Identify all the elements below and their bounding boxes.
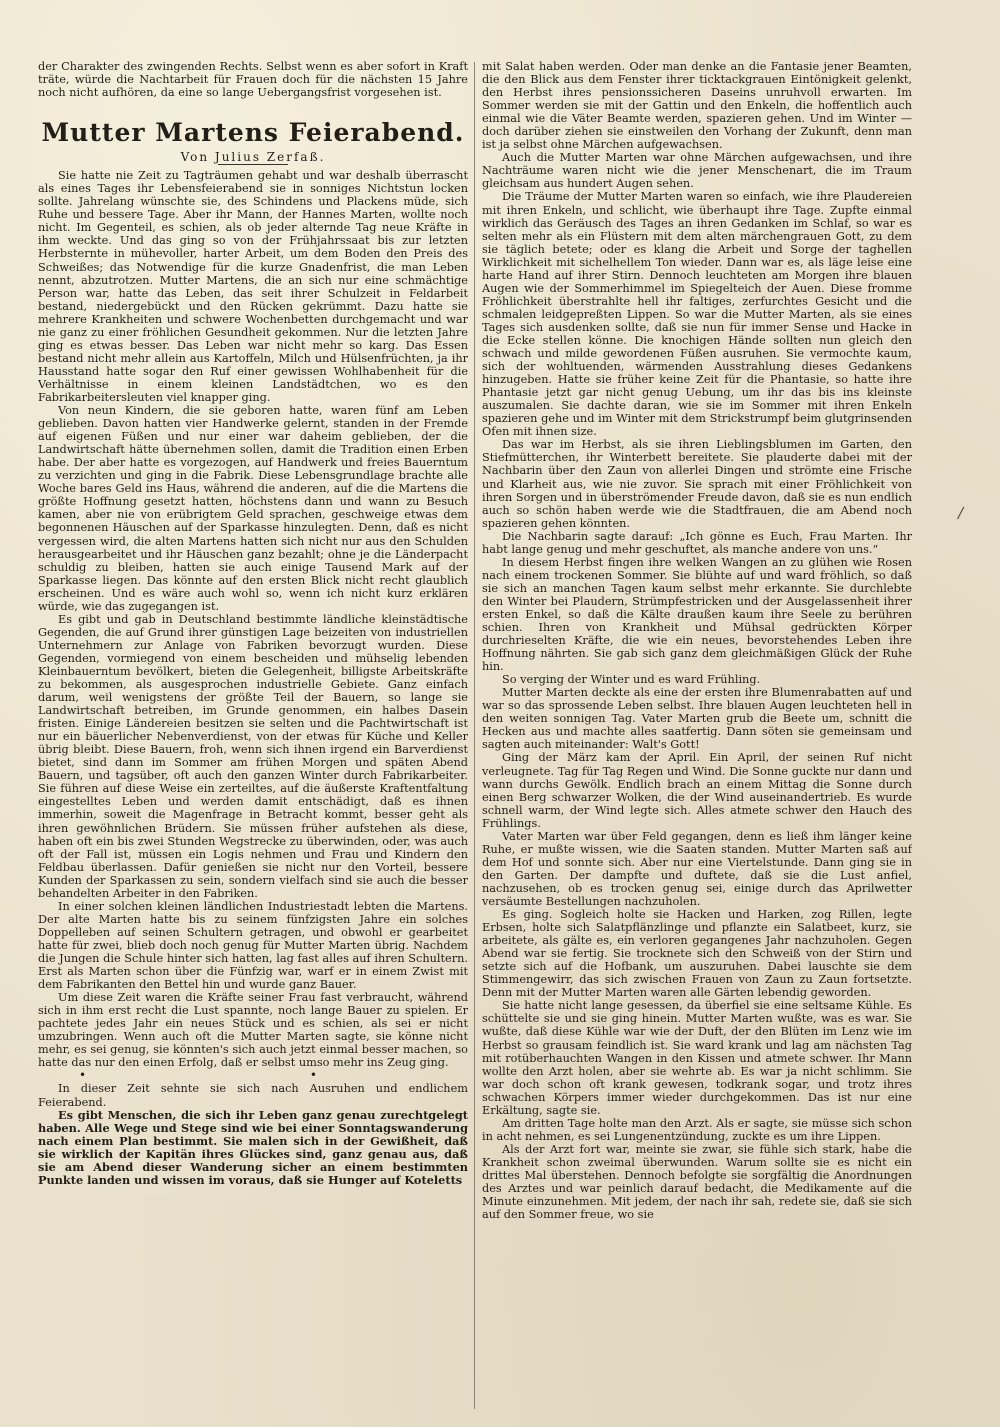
body-paragraph: Vater Marten war über Feld gegangen, denn es ließ ihm länger keine Ruhe, er mußte wissen, wie die Saaten standen. Mutter Marten saß auf dem Hof und sonnte sich. Aber nur eine Viertelstunde. Dann ging sie in den Garten. Der dampfte und duftete, daß sie die Lust anfiel, nachzusehen, ob es trocken genug sei, einige durch das Aprilwetter versäumte Bestellungen nachzuholen. <box>482 829 912 908</box>
body-paragraph: In dieser Zeit sehnte sie sich nach Ausruhen und endlichem Feierabend. <box>38 1082 468 1109</box>
column-rule <box>474 62 475 1409</box>
continuation-paragraph: mit Salat haben werden. Oder man denke an die Fantasie jener Beamten, die den Blick aus dem Fenster ihrer ticktackgrauen Eintönigkeit gelenkt, den Herbst ihres pensionssicheren Daseins unruhvoll erwarten. Im Sommer werden sie mit der Gattin und den Enkeln, die hoffentlich auch einmal wie die Väter Beamte werden, spazieren gehen. Und im Winter — doch darüber ziehen sie einstweilen den Vorhang der Zukunft, denn man ist ja selbst ohne Märchen aufgewachsen. <box>482 60 912 152</box>
body-paragraph: Die Träume der Mutter Marten waren so einfach, wie ihre Plaudereien mit ihren Enkeln, und schlicht, wie überhaupt ihre Tage. Zupfte einmal wirklich das Geräusch des Tages an ihren Gedanken im Schlaf, so war es selten mehr als ein Flüstern mit dem alten märchengrauen Gott, zu dem sie täglich betete; oder es klang die Arbeit und Sorge der taghellen Wirklichkeit mit sichelhellem Ton wieder. Dann war es, als läge leise eine harte Hand auf ihrer Stirn. Dennoch leuchteten am Morgen ihre blauen Augen wie der Sommerhimmel im Spiegelteich der Auen. Diese fromme Fröhlichkeit überstrahlte hell ihr faltiges, zerfurchtes Gesicht und die schmalen leidgepreßten Lippen. So war die Mutter Marten, als sie eines Tages sich ausdenken sollte, daß sie nun für immer Sense und Hacke in die Ecke stellen könne. Die knochigen Hände sollten nun gleich den schwach und milde gewordenen Füßen ausruhen. Sie vermochte kaum, sich der wohltuenden, wärmenden Ausstrahlung dieses Gedankens hinzugeben. Hatte sie früher keine Zeit für die Phantasie, so hatte ihre Phantasie jetzt gar nicht genug Uebung, um ihr das bis ins kleinste auszumalen. Sie dachte daran, wie sie im Sommer mit ihren Enkeln spazieren gehe und im Winter mit dem Strickstrumpf beim glutgrinsenden Ofen mit ihnen size. <box>482 190 912 439</box>
section-divider: • • <box>79 1068 427 1083</box>
margin-pencil-mark: / <box>956 502 965 523</box>
body-paragraph: In einer solchen kleinen ländlichen Industriestadt lebten die Martens. Der alte Marten hatte bis zu seinem fünfzigsten Jahre ein solches Doppelleben auf seinen Schultern getragen, und obwohl er gearbeitet hatte für zwei, blieb doch noch genug für Mutter Marten übrig. Nachdem die Jungen die Schule hinter sich hatten, lag fast alles auf ihren Schultern. Erst als Marten schon über die Fünfzig war, warf er in einem Zwist mit dem Fabrikanten den Bettel hin und wurde ganz Bauer. <box>38 899 468 992</box>
body-paragraph: Am dritten Tage holte man den Arzt. Als er sagte, sie müsse sich schon in acht nehmen, es sei Lungenentzündung, zuckte es um ihre Lippen. <box>482 1116 912 1143</box>
article-title: Mutter Martens Feierabend. <box>41 118 465 148</box>
body-paragraph: Das war im Herbst, als sie ihren Lieblingsblumen im Garten, den Stiefmütterchen, ihr Winterbett bereitete. Sie plauderte dabei mit der Nachbarin über den Zaun von allerlei Dingen und strömte eine Frische und Klarheit aus, wie nie zuvor. Sie sprach mit einer Fröhlichkeit von ihren Sorgen und in überströmender Freude davon, daß sie es nun endlich auch so schön haben werde wie die Stadtfrauen, die am Abend noch spazieren gehen könnten. <box>482 438 912 530</box>
body-paragraph: Um diese Zeit waren die Kräfte seiner Frau fast verbraucht, während sich in ihm erst recht die Lust spannte, noch lange Bauer zu spielen. Er pachtete jedes Jahr ein neues Stück und es schien, als sei er nicht umzubringen. Wenn auch oft die Mutter Marten sagte, sie könne nicht mehr, es sei genug, sie könnten's sich auch jetzt einmal besser machen, so hatte das nur den einen Erfolg, daß er selbst umso mehr ins Zeug ging. <box>38 991 468 1070</box>
body-paragraph: Es ging. Sogleich holte sie Hacken und Harken, zog Rillen, legte Erbsen, holte sich Salatpflänzlinge und pflanzte ein Salatbeet, kurz, sie arbeitete, als gälte es, ein verloren gegangenes Jahr nachzuholen. Gegen Abend war sie fertig. Sie trocknete sich den Schweiß von der Stirn und setzte sich auf die Hofbank, um auszuruhen. Dabei lauschte sie dem Stimmengewirr, das sich zwischen Frauen von Zaun zu Zaun fortsetzte. Denn mit der Mutter Marten waren alle Gärten lebendig geworden. <box>482 908 912 1000</box>
body-paragraph: Es gibt und gab in Deutschland bestimmte ländliche kleinstädtische Gegenden, die auf Grund ihrer günstigen Lage beizeiten von industriellen Unternehmern zur Anlage von Fabriken bevorzugt wurden. Diese Gegenden, vormiegend von einem bescheiden und mühselig lebenden Kleinbauerntum bevölkert, bieten die Gelegenheit, billigste Arbeitskräfte zu bekommen, als ausgesprochen industrielle Gebiete. Ganz einfach darum, weil wenigstens der größte Teil der Bauern, so lange sie Landwirtschaft betreiben, im Grunde genommen, ein halbes Dasein fristen. Einige Ländereien besitzen sie selten und die Pachtwirtschaft ist nur ein bäuerlicher Nebenverdienst, von der etwas für Küche und Keller übrig bleibt. Diese Bauern, froh, wenn sich ihnen irgend ein Barverdienst bietet, sind dann im Sommer am frühen Morgen und späten Abend Bauern, und tagsüber, oft auch den ganzen Winter durch Fabrikarbeiter. Sie führen auf diese Weise ein zerteiltes, auf die äußerste Kraftentfaltung eingestelltes Leben und werden damit entschädigt, daß es ihnen immerhin, soweit die Magenfrage in Betracht kommt, besser geht als ihren gewöhnlichen Brüdern. Sie müssen früher aufstehen als diese, haben oft ein bis zwei Stunden Wegstrecke zu überwinden, oder, was auch oft der Fall ist, müssen ein Logis nehmen und Frau und Kindern den Feldbau überlassen. Dafür genießen sie nicht nur den Vorteil, bessere Kunden der Sparkassen zu sein, sondern vielfach sind sie auch die besser behandelten Arbeiter in den Fabriken. <box>38 612 468 900</box>
body-paragraph: In diesem Herbst fingen ihre welken Wangen an zu glühen wie Rosen nach einem trockenen Sommer. Sie blühte auf und ward fröhlich, so daß sie sich an manchen Tagen kaum selbst mehr erkannte. Sie durchlebte den Winter bei Plaudern, Strümpfestricken und der Ausgelassenheit ihrer ersten Enkel, so daß die Kälte draußen kaum ihre Seele zu berühren schien. Ihren von Krankheit und Mühsal gedrückten Körper durchrieselten Kräfte, die wie ein neues, bevorstehendes Leben ihre Hoffnung nährten. Sie gab sich ganz dem gleichmäßigen Glück der Ruhe hin. <box>482 555 912 674</box>
body-paragraph: Ging der März kam der April. Ein April, der seinen Ruf nicht verleugnete. Tag für Tag Regen und Wind. Die Sonne guckte nur dann und wann durchs Gewölk. Endlich brach an einem Mittag die Sonne durch einen Berg schwarzer Wolken, die der Wind auseinandertrieb. Es wurde schnell warm, der Wind legte sich. Alles atmete schwer den Hauch des Frühlings. <box>482 751 912 830</box>
body-paragraph: Sie hatte nie Zeit zu Tagträumen gehabt und war deshalb überrascht als eines Tages ihr Lebensfeierabend sie in sonniges Nichtstun locken sollte. Jahrelang wünschte sie, des Schindens und Plackens müde, sich Ruhe und bessere Tage. Aber ihr Mann, der Hannes Marten, wollte noch nicht. Im Gegenteil, es schien, als ob jeder alternde Tag neue Kräfte in ihm weckte. Und das ging so von der Frühjahrssaat bis zur letzten Herbsternte in mühevoller, harter Arbeit, um dem Boden den Preis des Schweißes; das Notwendige für die kurze Gnadenfrist, die man Leben nennt, abzutrotzen. Mutter Martens, die an sich nur eine schmächtige Person war, hatte das Leben, das seit ihrer Schulzeit in Feldarbeit bestand, niedergebückt und den Rücken gekrümmt. Dazu hatte sie mehrere Krankheiten und schwere Wochenbetten durchgemacht und war nie ganz zu einer fröhlichen Gesundheit gekommen. Nur die letzten Jahre ging es etwas besser. Das Leben war nicht mehr so karg. Das Essen bestand nicht mehr allein aus Kartoffeln, Milch und Hülsenfrüchten, ja ihr Hausstand hatte sogar den Ruf einer gewissen Wohlhabenheit für die Verhältnisse in einem kleinen Landstädtchen, wo es den Fabrikarbeitersleuten viel knapper ging. <box>38 169 468 404</box>
body-paragraph: Auch die Mutter Marten war ohne Märchen aufgewachsen, und ihre Nachträume waren nicht wie die jener Menschenart, die im Traum gleichsam aus hundert Augen sehen. <box>482 151 912 191</box>
byline: Von Julius Zerfaß. <box>180 150 326 165</box>
body-paragraph: So verging der Winter und es ward Frühling. <box>502 673 761 687</box>
continuation-paragraph: der Charakter des zwingenden Rechts. Selbst wenn es aber sofort in Kraft träte, würde die Nachtarbeit für Frauen doch für die nächsten 15 Jahre noch nicht aufhören, da eine so lange Uebergangsfrist vorgesehen ist. <box>38 60 468 100</box>
body-paragraph: Mutter Marten deckte als eine der ersten ihre Blumenrabatten auf und war so das sprossende Leben selbst. Ihre blauen Augen leuchteten hell in den weiten sonnigen Tag. Vater Marten grub die Beete um, schnitt die Hecken aus und machte alles saatfertig. Dann söten sie gemeinsam und sagten auch miteinander: Walt's Gott! <box>482 686 912 752</box>
right-column <box>482 60 912 1417</box>
body-paragraph: Von neun Kindern, die sie geboren hatte, waren fünf am Leben geblieben. Davon hatten vier Handwerke gelernt, standen in der Fremde auf eigenen Füßen und nur einer war daheim geblieben, der die Landwirtschaft hätte übernehmen sollen, damit die Tradition einen Erben habe. Der aber hatte es vorgezogen, auf Handwerk und freies Bauerntum zu verzichten und ging in die Fabrik. Diese Lebensgrundlage brachte alle Woche bares Geld ins Haus, während die anderen, auf die die Martens die größte Hoffnung gesetzt hatten, höchstens dann und wann zu Besuch kamen, aber nie von erübrigtem Geld sprachen, geschweige etwas dem begonnenen Häuschen auf der Sparkasse hinzulegten. Denn, daß es nicht vergessen wird, die alten Martens hatten sich nicht nur aus den Schulden herausgearbeitet und ihr Häuschen ganz bezahlt; ohne je die Länderpacht schuldig zu bleiben, hatten sie auch einige Tausend Mark auf der Sparkasse liegen. Das könnte auf den ersten Blick nicht recht glaublich erscheinen. Und es wäre auch wohl so, wenn ich nicht kurz erklären würde, wie das zugegangen ist. <box>38 404 468 613</box>
body-paragraph: Es gibt Menschen, die sich ihr Leben ganz genau zurechtgelegt haben. Alle Wege und Stege sind wie bei einer Sonntagswanderung nach einem Plan bestimmt. Sie malen sich in der Gewißheit, daß sie wirklich der Kapitän ihres Glückes sind, ganz genau aus, daß sie am Abend dieser Wanderung sicher an einem bestimmten Punkte landen und wissen im voraus, daß sie Hunger auf Koteletts <box>38 1107 468 1187</box>
title-rule <box>218 164 288 165</box>
body-paragraph: Sie hatte nicht lange gesessen, da überfiel sie eine seltsame Kühle. Es schüttelte sie und sie ging hinein. Mutter Marten wußte, was es war. Sie wußte, daß diese Kühle war wie der Duft, der den Blüten im Lenz wie im Herbst so grausam feindlich ist. Sie ward krank und lag am nächsten Tag mit rotüberhauchten Wangen in den Kissen und atmete schwer. Ihr Mann wollte den Arzt holen, aber sie wehrte ab. Es war ja nicht schlimm. Sie war doch schon oft krank gewesen, todkrank sogar, und trotz ihres schwachen Körpers immer wieder durchgekommen. Das ist nur eine Erkältung, sagte sie. <box>482 999 912 1117</box>
body-paragraph: Als der Arzt fort war, meinte sie zwar, sie fühle sich stark, habe die Krankheit schon zweimal überwunden. Warum sollte sie es nicht ein drittes Mal überstehen. Dennoch befolgte sie sorgfältig die Anordnungen des Arztes und war peinlich darauf bedacht, die Medikamente auf die Minute einzunehmen. Mit jedem, der nach ihr sah, redete sie, daß sie sich auf den Sommer freue, wo sie <box>482 1142 912 1222</box>
left-column <box>38 60 468 1417</box>
body-paragraph: Die Nachbarin sagte darauf: „Ich gönne es Euch, Frau Marten. Ihr habt lange genug und mehr geschuftet, als manche andere von uns.“ <box>482 529 912 556</box>
